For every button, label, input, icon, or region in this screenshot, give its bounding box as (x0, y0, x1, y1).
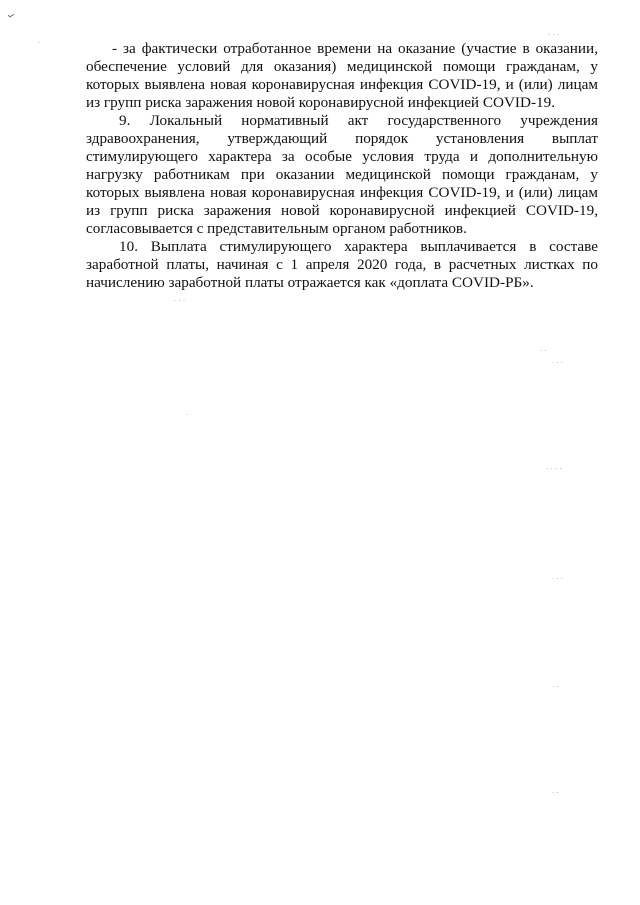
paragraph-10 (86, 238, 598, 292)
document-body (86, 40, 598, 292)
scan-speck: · · (540, 347, 547, 355)
scan-speck: · (186, 411, 189, 419)
paragraph-9 (86, 112, 598, 238)
paragraph-text: Выплата стимулирующего характера выплачивается в составе заработной платы, начиная с 1 апреля 2020 года, в расчетных листках по начислению заработной платы отражается как «доплата COVID-РБ». (86, 238, 598, 291)
scan-tick-mark (8, 14, 14, 18)
scan-speck: · · (552, 789, 559, 797)
paragraph-text: - за фактически отработанное времени на оказание (участие в оказании, обеспечение условий для оказания) медицинской помощи гражданам, у которых выявлена новая коронавирусная инфекция COVID-19, и (или) лицам из групп риска заражения новой коронавирусной инфекцией COVID-19. (86, 40, 598, 111)
scan-speck: · · · · (546, 465, 562, 473)
scan-speck: · (38, 39, 41, 47)
scan-speck: . . . (174, 295, 186, 303)
scan-speck: · · · (552, 575, 564, 583)
scan-speck: · · · (552, 359, 564, 367)
scan-speck: · · · (548, 31, 560, 39)
scan-speck: · · (552, 683, 559, 691)
paragraph-number: 9. (119, 112, 131, 129)
paragraph-number: 10. (119, 238, 138, 255)
paragraph-dash-item (86, 40, 598, 112)
paragraph-text: Локальный нормативный акт государственного учреждения здравоохранения, утверждающий порядок установления выплат стимулирующего характера за особые условия труда и дополнительную нагрузку работникам при оказании медицинской помощи гражданам, у которых выявлена новая коронавирусная инфекция COVID-19, и (или) лицам из групп риска заражения новой коронавирусной инфекцией COVID-19, согласовывается с представительным органом работников. (86, 112, 598, 237)
